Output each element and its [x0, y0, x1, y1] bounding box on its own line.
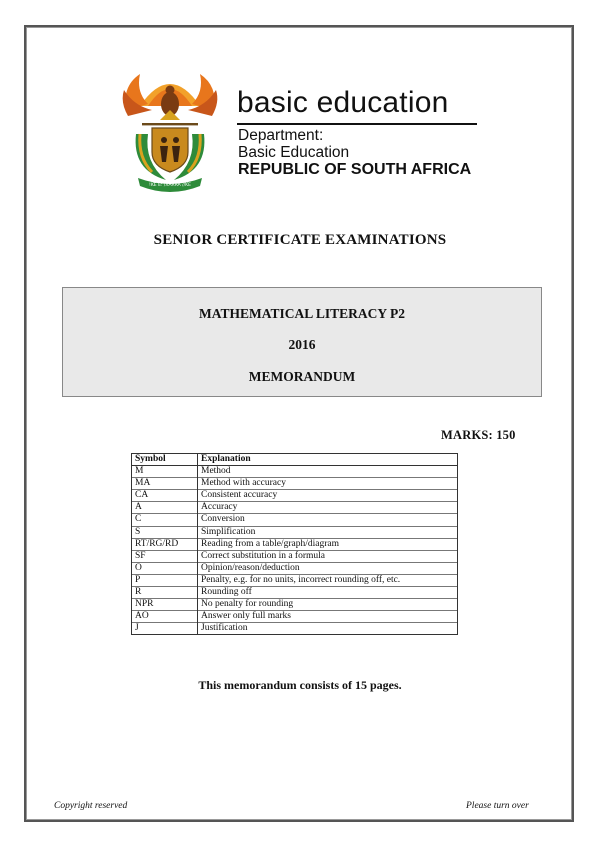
table-row [132, 526, 458, 538]
explanation-cell: Method with accuracy [198, 478, 458, 490]
table-row [132, 538, 458, 550]
symbol-cell: R [132, 587, 198, 599]
brand-divider [237, 123, 477, 125]
table-row [132, 562, 458, 574]
symbol-cell: O [132, 562, 198, 574]
explanation-cell: Conversion [198, 514, 458, 526]
explanation-cell: Opinion/reason/deduction [198, 562, 458, 574]
symbol-cell: C [132, 514, 198, 526]
table-row [132, 623, 458, 635]
department-label: Department: [238, 127, 324, 144]
brand-block [237, 86, 448, 120]
svg-text:!KE E: /XARRA //KE: !KE E: /XARRA //KE [149, 183, 191, 188]
table-row [132, 574, 458, 586]
title-box [62, 287, 542, 397]
country-name: REPUBLIC OF SOUTH AFRICA [238, 161, 472, 178]
brand-title: basic education [237, 86, 449, 119]
table-row [132, 514, 458, 526]
explanation-cell: No penalty for rounding [198, 599, 458, 611]
symbol-cell: P [132, 574, 198, 586]
exam-title: SENIOR CERTIFICATE EXAMINATIONS [153, 232, 447, 248]
turn-over-footer: Please turn over [466, 801, 529, 811]
symbol-cell: A [132, 502, 198, 514]
table-row [132, 466, 458, 478]
explanation-cell: Penalty, e.g. for no units, incorrect rounding off, etc. [198, 574, 458, 586]
explanation-cell: Justification [198, 623, 458, 635]
symbol-cell: J [132, 623, 198, 635]
symbol-cell: RT/RG/RD [132, 538, 198, 550]
copyright-footer: Copyright reserved [54, 801, 128, 811]
symbol-cell: NPR [132, 599, 198, 611]
table-row [132, 502, 458, 514]
total-marks: MARKS: 150 [441, 428, 516, 442]
department-block [238, 127, 471, 178]
page-count-note: This memorandum consists of 15 pages. [198, 678, 402, 692]
coat-of-arms-logo [118, 66, 222, 192]
symbol-cell: SF [132, 550, 198, 562]
column-header-symbol: Symbol [132, 454, 198, 466]
column-header-explanation: Explanation [198, 454, 458, 466]
explanation-cell: Rounding off [198, 587, 458, 599]
subject-title: MATHEMATICAL LITERACY P2 [198, 306, 405, 321]
table-row [132, 490, 458, 502]
symbol-cell: AO [132, 611, 198, 623]
department-name: Basic Education [238, 144, 350, 161]
document-type: MEMORANDUM [248, 369, 356, 384]
exam-year: 2016 [288, 337, 316, 352]
explanation-cell: Method [198, 466, 458, 478]
explanation-cell: Consistent accuracy [198, 490, 458, 502]
explanation-cell: Answer only full marks [198, 611, 458, 623]
symbol-cell: S [132, 526, 198, 538]
table-row [132, 611, 458, 623]
explanation-cell: Accuracy [198, 502, 458, 514]
table-row [132, 478, 458, 490]
table-header-row [132, 454, 458, 466]
table-row [132, 587, 458, 599]
symbol-cell: M [132, 466, 198, 478]
table-row [132, 550, 458, 562]
table-row [132, 599, 458, 611]
symbol-cell: MA [132, 478, 198, 490]
explanation-cell: Simplification [198, 526, 458, 538]
explanation-cell: Correct substitution in a formula [198, 550, 458, 562]
symbol-cell: CA [132, 490, 198, 502]
marking-symbols-table [131, 453, 458, 635]
explanation-cell: Reading from a table/graph/diagram [198, 538, 458, 550]
